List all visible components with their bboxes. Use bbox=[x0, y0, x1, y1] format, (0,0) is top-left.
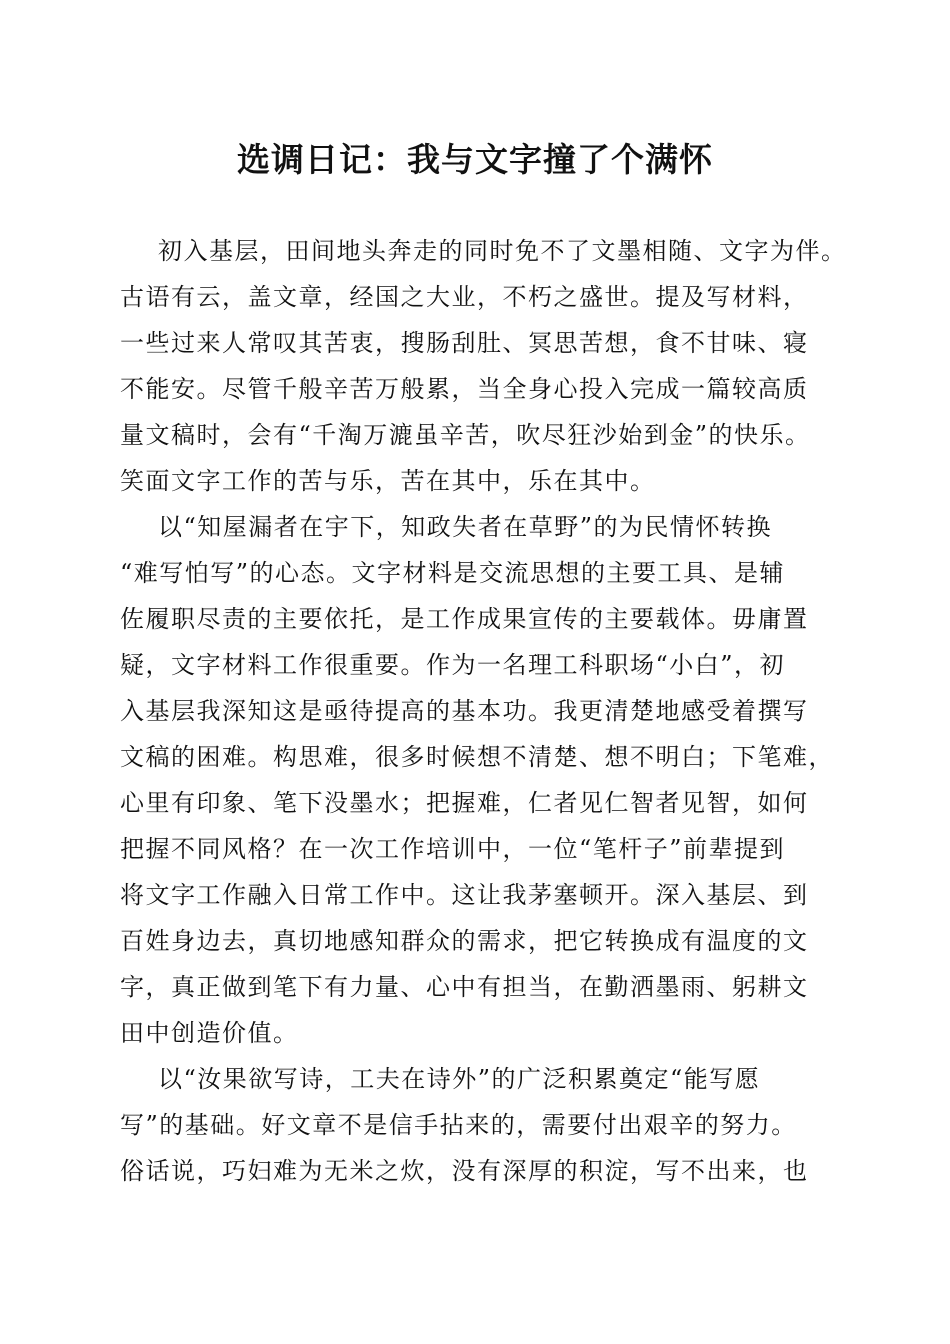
text-line: 字，真正做到笔下有力量、心中有担当，在勤洒墨雨、躬耕文 bbox=[120, 973, 809, 1001]
paragraph-3 bbox=[120, 1056, 836, 1194]
text-line: 不能安。尽管千般辛苦万般累，当全身心投入完成一篇较高质 bbox=[120, 375, 809, 403]
text-line: 以“汝果欲写诗，工夫在诗外”的广泛积累奠定“能写愿 bbox=[158, 1065, 761, 1093]
text-line: 把握不同风格？在一次工作培训中，一位“笔杆子”前辈提到 bbox=[120, 835, 786, 863]
text-line: 以“知屋漏者在宇下，知政失者在草野”的为民情怀转换 bbox=[158, 513, 773, 541]
text-line: 文稿的困难。构思难，很多时候想不清楚、想不明白；下笔难， bbox=[120, 743, 834, 771]
text-line: 佐履职尽责的主要依托，是工作成果宣传的主要载体。毋庸置 bbox=[120, 605, 809, 633]
text-line: 写”的基础。好文章不是信手拈来的，需要付出艰辛的努力。 bbox=[120, 1111, 797, 1139]
text-line: 俗话说，巧妇难为无米之炊，没有深厚的积淀，写不出来，也 bbox=[120, 1157, 809, 1185]
text-line: 量文稿时，会有“千淘万漉虽辛苦，吹尽狂沙始到金”的快乐。 bbox=[120, 421, 811, 449]
document-body bbox=[120, 228, 847, 1194]
text-line: 一些过来人常叹其苦衷，搜肠刮肚、冥思苦想，食不甘味、寝 bbox=[120, 329, 809, 357]
text-line: 笑面文字工作的苦与乐，苦在其中，乐在其中。 bbox=[120, 467, 656, 495]
text-line: 初入基层，田间地头奔走的同时免不了文墨相随、文字为伴。 bbox=[158, 237, 847, 265]
text-line: 心里有印象、笔下没墨水；把握难，仁者见仁智者见智，如何 bbox=[120, 789, 809, 817]
text-line: 田中创造价值。 bbox=[120, 1019, 299, 1047]
paragraph-2 bbox=[120, 504, 836, 1056]
paragraph-1 bbox=[120, 228, 847, 504]
document-title: 选调日记：我与文字撞了个满怀 bbox=[237, 140, 713, 179]
text-line: 疑，文字材料工作很重要。作为一名理工科职场“小白”，初 bbox=[120, 651, 786, 679]
text-line: 古语有云，盖文章，经国之大业，不朽之盛世。提及写材料， bbox=[120, 283, 809, 311]
text-line: 将文字工作融入日常工作中。这让我茅塞顿开。深入基层、到 bbox=[120, 881, 809, 909]
text-line: “难写怕写”的心态。文字材料是交流思想的主要工具、是辅 bbox=[120, 559, 786, 587]
text-line: 入基层我深知这是亟待提高的基本功。我更清楚地感受着撰写 bbox=[120, 697, 809, 725]
text-line: 百姓身边去，真切地感知群众的需求，把它转换成有温度的文 bbox=[120, 927, 809, 955]
